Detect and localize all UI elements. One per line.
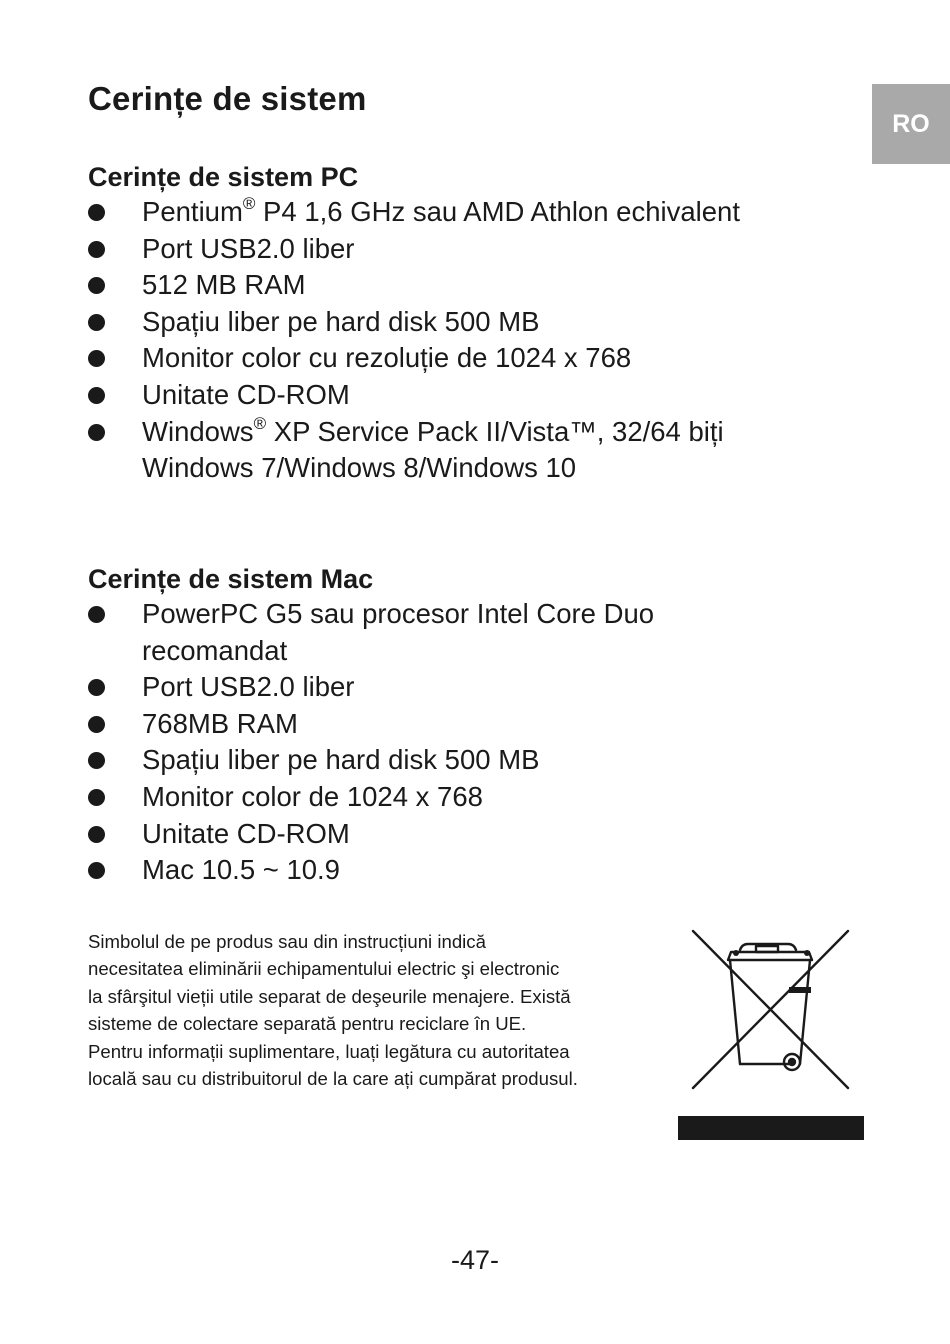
list-item: Monitor color de 1024 x 768 (88, 779, 848, 816)
crossed-out-wheelie-bin-icon (690, 928, 852, 1090)
mac-requirements-section (88, 562, 848, 889)
bullet-icon (88, 826, 105, 843)
list-item: Unitate CD-ROM (88, 377, 848, 414)
bullet-icon (88, 424, 105, 441)
mac-requirements-list (88, 596, 848, 889)
bullet-icon (88, 314, 105, 331)
list-item: Pentium® P4 1,6 GHz sau AMD Athlon echivalent (88, 194, 848, 231)
list-item: 768MB RAM (88, 706, 848, 743)
list-item: PowerPC G5 sau procesor Intel Core Duo recomandat (88, 596, 848, 669)
list-item: 512 MB RAM (88, 267, 848, 304)
bullet-icon (88, 350, 105, 367)
bullet-icon (88, 789, 105, 806)
bullet-icon (88, 716, 105, 733)
list-item: Mac 10.5 ~ 10.9 (88, 852, 848, 889)
bullet-icon (88, 277, 105, 294)
bullet-icon (88, 204, 105, 221)
list-item: Monitor color cu rezoluție de 1024 x 768 (88, 340, 848, 377)
list-item: Unitate CD-ROM (88, 816, 848, 853)
list-item: Windows® XP Service Pack II/Vista™, 32/64 biți Windows 7/Windows 8/Windows 10 (88, 414, 848, 487)
pc-requirements-heading: Cerințe de sistem PC (88, 162, 359, 192)
bullet-icon (88, 862, 105, 879)
separator-bar (678, 1116, 864, 1140)
bullet-icon (88, 387, 105, 404)
language-tab: RO (872, 84, 950, 164)
mac-requirements-heading: Cerințe de sistem Mac (88, 564, 374, 594)
list-item: Port USB2.0 liber (88, 669, 848, 706)
page-number: -47- (450, 1245, 499, 1275)
disposal-notice: Simbolul de pe produs sau din instrucțiuni indică necesitatea eliminării echipamentului electric şi electronic la sfârşitul vieții utile separat de deşeurile menajere. Există sisteme de colectare separată pentru reciclare în UE. Pentru informații suplimentare, luați legătura cu autoritatea locală sau cu distribuitorul de la care ați cumpărat produsul. (88, 931, 578, 1090)
pc-requirements-list (88, 194, 848, 487)
bullet-icon (88, 679, 105, 696)
pc-requirements-section (88, 160, 848, 487)
bullet-icon (88, 752, 105, 769)
list-item: Spațiu liber pe hard disk 500 MB (88, 304, 848, 341)
bullet-icon (88, 241, 105, 258)
page-title: Cerințe de sistem (88, 80, 367, 117)
bullet-icon (88, 606, 105, 623)
list-item: Port USB2.0 liber (88, 231, 848, 268)
list-item: Spațiu liber pe hard disk 500 MB (88, 742, 848, 779)
